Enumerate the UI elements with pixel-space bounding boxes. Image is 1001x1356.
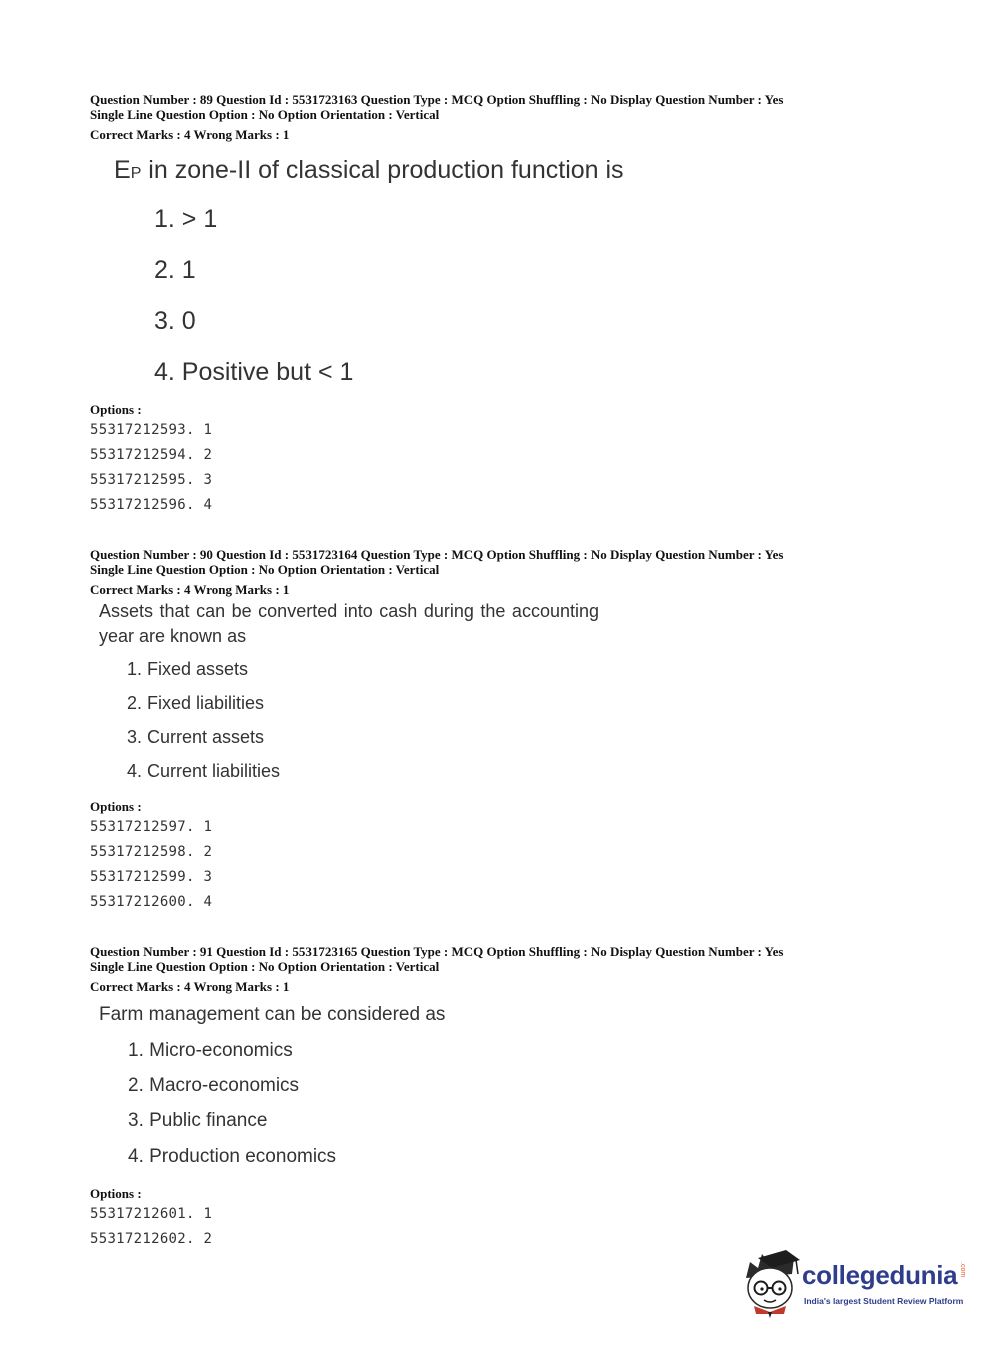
question-meta-line-1: Question Number : 89 Question Id : 5531723163 Question Type : MCQ Option Shuffling : No Display Question Number : Yes [90, 92, 784, 107]
option-id-1: 55317212597. 1 [90, 819, 213, 835]
choice-3: 3. Public finance [128, 1110, 268, 1131]
logo-domain-suffix: .com [959, 1262, 966, 1278]
option-id-3: 55317212595. 3 [90, 472, 213, 488]
question-block-91 [90, 944, 970, 1247]
options-label: Options : [90, 799, 142, 814]
choice-2: 2. Macro-economics [128, 1075, 300, 1096]
question-text [114, 156, 624, 185]
choice-3: 3. Current assets [127, 727, 265, 747]
choice-1: 1. > 1 [154, 205, 218, 233]
question-marks: Correct Marks : 4 Wrong Marks : 1 [90, 979, 290, 994]
logo-tagline: India's largest Student Review Platform [804, 1296, 964, 1306]
mascot-icon [740, 1248, 802, 1318]
question-text-rest: in zone-II of classical production function is [141, 156, 624, 184]
option-id-1: 55317212593. 1 [90, 422, 213, 438]
question-meta-line-2: Single Line Question Option : No Option Orientation : Vertical [90, 107, 440, 122]
options-label: Options : [90, 402, 142, 417]
question-meta-line-1: Question Number : 91 Question Id : 5531723165 Question Type : MCQ Option Shuffling : No Display Question Number : Yes [90, 944, 784, 959]
question-marks: Correct Marks : 4 Wrong Marks : 1 [90, 582, 290, 597]
question-block-90 [90, 547, 970, 910]
option-id-1: 55317212601. 1 [90, 1206, 213, 1222]
choice-2: 2. Fixed liabilities [127, 693, 265, 713]
choice-4: 4. Production economics [128, 1146, 337, 1167]
question-text: Assets that can be converted into cash during the accounting year are known as [99, 601, 599, 646]
question-text: Farm management can be considered as [99, 1004, 446, 1025]
question-marks: Correct Marks : 4 Wrong Marks : 1 [90, 127, 290, 142]
choice-4: 4. Current liabilities [127, 761, 281, 781]
option-id-2: 55317212598. 2 [90, 844, 213, 860]
question-meta-line-1: Question Number : 90 Question Id : 5531723164 Question Type : MCQ Option Shuffling : No Display Question Number : Yes [90, 547, 784, 562]
collegedunia-logo [740, 1248, 970, 1318]
logo-brand-text: collegedunia [802, 1260, 958, 1290]
option-id-2: 55317212594. 2 [90, 447, 213, 463]
options-label: Options : [90, 1186, 142, 1201]
choice-4: 4. Positive but < 1 [154, 358, 354, 386]
question-text-subscript: P [130, 165, 142, 182]
choice-1: 1. Fixed assets [127, 659, 249, 679]
option-id-4: 55317212596. 4 [90, 497, 213, 513]
question-meta-line-2: Single Line Question Option : No Option Orientation : Vertical [90, 562, 440, 577]
option-id-2: 55317212602. 2 [90, 1231, 213, 1247]
question-block-89 [90, 92, 970, 513]
option-id-4: 55317212600. 4 [90, 894, 213, 910]
question-meta-line-2: Single Line Question Option : No Option Orientation : Vertical [90, 959, 440, 974]
question-text-prefix: E [114, 156, 131, 184]
choice-1: 1. Micro-economics [128, 1040, 293, 1061]
option-id-3: 55317212599. 3 [90, 869, 213, 885]
choice-2: 2. 1 [154, 256, 196, 284]
choice-3: 3. 0 [154, 307, 196, 335]
